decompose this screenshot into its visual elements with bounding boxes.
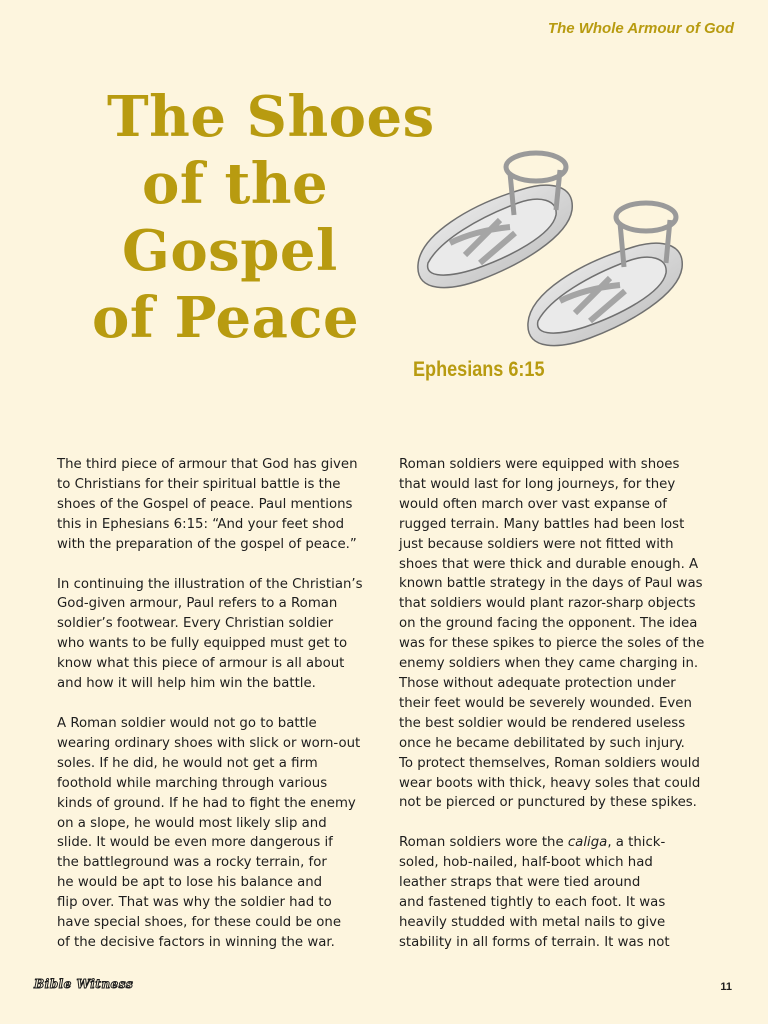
title-line-4: of Peace	[92, 285, 360, 351]
text-line	[399, 833, 717, 853]
text-line: know what this piece of armour is all about	[57, 656, 345, 672]
paragraph	[57, 455, 375, 555]
text-line: In continuing the illustration of the Christian’s	[57, 576, 363, 592]
series-header: The Whole Armour of God	[547, 20, 734, 37]
text-line: the best soldier would be rendered useless	[399, 715, 686, 731]
text-line: on the ground facing the opponent. The idea	[399, 616, 698, 632]
text-line: their feet would be severely wounded. Even	[399, 695, 692, 711]
text-line: and how it will help him win the battle.	[57, 676, 316, 692]
text-line: foothold while marching through various	[57, 775, 328, 791]
text-line: to Christians for their spiritual battle is the	[57, 476, 341, 492]
text-line: that would last for long journeys, for they	[399, 476, 676, 492]
text-line: God-given armour, Paul refers to a Roman	[57, 596, 338, 612]
left-column	[57, 455, 375, 973]
text-line: slide. It would be even more dangerous if	[57, 835, 333, 851]
text-line: A Roman soldier would not go to battle	[57, 715, 317, 731]
text-line: who wants to be fully equipped must get to	[57, 636, 348, 652]
paragraph	[57, 714, 375, 953]
text-line: stability in all forms of terrain. It was not	[399, 934, 670, 950]
article-title	[92, 84, 435, 352]
text-line: he would be apt to lose his balance and	[57, 875, 323, 891]
text-line: heavily studded with metal nails to give	[399, 914, 666, 930]
title-line-2: of the	[142, 151, 329, 217]
text-line: just because soldiers were not fitted with	[399, 536, 674, 552]
text-line: soled, hob-nailed, half-boot which had	[399, 855, 653, 871]
text-line: shoes that were thick and durable enough. A	[399, 556, 699, 572]
text-line: rugged terrain. Many battles had been lost	[399, 516, 685, 532]
text-line: and fastened tightly to each foot. It was	[399, 895, 666, 911]
text-line: would often march over vast expanse of	[399, 496, 667, 512]
text-line: that soldiers would plant razor-sharp objects	[399, 596, 696, 612]
text-line: Those without adequate protection under	[399, 675, 676, 691]
text-run: , a thick-	[607, 835, 666, 851]
caliga-term: caliga	[567, 835, 608, 851]
text-line: wearing ordinary shoes with slick or worn-out	[57, 735, 361, 751]
publication-logo: Bible Witness	[34, 977, 134, 991]
text-line: with the preparation of the gospel of peace.”	[57, 536, 357, 552]
text-line: wear boots with thick, heavy soles that could	[399, 775, 701, 791]
text-line: The third piece of armour that God has given	[57, 457, 358, 472]
text-line: have special shoes, for these could be one	[57, 915, 342, 931]
right-column	[399, 455, 717, 973]
text-line: flip over. That was why the soldier had to	[57, 895, 332, 911]
verse-reference: Ephesians 6:15	[413, 358, 545, 381]
page-number: 11	[720, 981, 732, 993]
text-line: leather straps that were tied around	[399, 875, 641, 891]
text-line: was for these spikes to pierce the soles of the	[399, 636, 705, 652]
title-line-3: Gospel	[122, 218, 338, 284]
title-line-1: The Shoes	[107, 84, 435, 150]
text-line: shoes of the Gospel of peace. Paul mentions	[57, 496, 353, 512]
paragraph	[399, 833, 717, 952]
text-line: this in Ephesians 6:15: “And your feet shod	[57, 516, 345, 532]
sandals-illustration	[410, 145, 700, 360]
text-line: To protect themselves, Roman soldiers would	[399, 755, 700, 771]
text-line: not be pierced or punctured by these spikes.	[399, 795, 697, 811]
left-sandal	[418, 153, 572, 288]
text-line: of the decisive factors in winning the war.	[57, 934, 335, 950]
text-line: once he became debilitated by such injury.	[399, 735, 685, 751]
paragraph	[57, 575, 375, 694]
text-line: the battleground was a rocky terrain, for	[57, 855, 327, 871]
text-line: soles. If he did, he would not get a firm	[57, 755, 318, 771]
text-line: Roman soldiers were equipped with shoes	[399, 457, 680, 472]
text-line: enemy soldiers when they came charging in.	[399, 656, 699, 672]
text-line: soldier’s footwear. Every Christian soldier	[57, 616, 334, 632]
text-line: kinds of ground. If he had to fight the enemy	[57, 795, 356, 811]
text-line: known battle strategy in the days of Paul was	[399, 576, 703, 592]
paragraph	[399, 455, 717, 813]
text-run: Roman soldiers wore the	[399, 835, 568, 851]
text-line: on a slope, he would most likely slip and	[57, 815, 327, 831]
